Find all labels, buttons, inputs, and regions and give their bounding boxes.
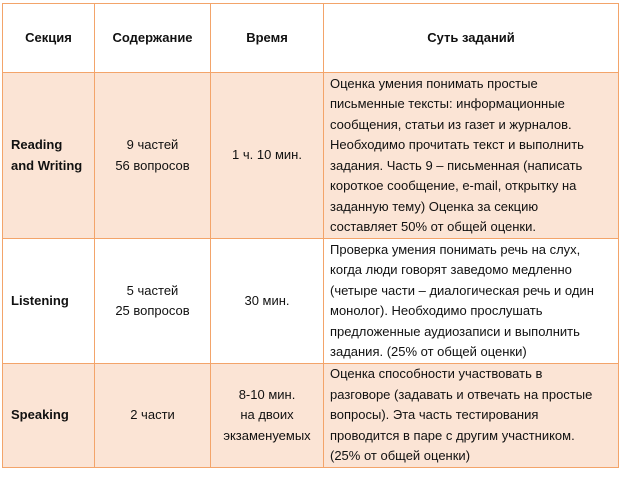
time-cell — [211, 364, 324, 468]
description-line: предложенные аудиозаписи и выполнить — [330, 323, 580, 339]
section-cell — [3, 239, 95, 364]
description-line: (четыре части – диалогическая речь и один — [330, 282, 594, 298]
section-line: Listening — [11, 292, 69, 308]
description-line: вопросы). Эта часть тестирования — [330, 407, 539, 422]
description-line: короткое сообщение, e-mail, открытку на — [330, 178, 577, 193]
content-line: 5 частей — [126, 282, 179, 298]
description-line: Необходимо прочитать текст и выполнить — [330, 137, 584, 152]
description-line: разговоре (задавать и отвечать на простые — [330, 386, 593, 402]
description-cell — [324, 364, 619, 468]
description-line: Оценка умения понимать простые — [330, 75, 538, 91]
description-line: задания. (25% от общей оценки) — [330, 344, 527, 359]
content-line: 56 вопросов — [115, 157, 190, 173]
table-row-reading-writing — [3, 73, 619, 239]
description-line: проводится в паре с другим участником. — [330, 427, 575, 443]
table-row-speaking — [3, 364, 619, 468]
time-line: 30 мин. — [244, 292, 290, 308]
description-line: монолог). Необходимо прослушать — [330, 303, 543, 318]
section-cell — [3, 364, 95, 468]
description-line: задания. Часть 9 – письменная (написать — [330, 157, 583, 173]
description-line: письменные тексты: информационные — [330, 96, 565, 111]
description-line: заданную тему) Оценка за секцию — [330, 198, 539, 214]
content-line: 9 частей — [126, 137, 179, 152]
content-line: 25 вопросов — [115, 303, 190, 318]
section-cell — [3, 73, 95, 239]
description-line: составляет 50% от общей оценки. — [330, 219, 536, 234]
description-line: Оценка способности участвовать в — [330, 366, 543, 381]
description-line: сообщения, статьи из газет и журналов. — [330, 116, 572, 132]
section-line: Speaking — [11, 407, 69, 422]
content-cell — [95, 73, 211, 239]
content-cell — [95, 364, 211, 468]
time-cell — [211, 73, 324, 239]
description-line: Проверка умения понимать речь на слух, — [330, 241, 581, 257]
section-line: and Writing — [11, 157, 83, 173]
header-row — [3, 4, 619, 73]
description-line: (25% от общей оценки) — [330, 448, 471, 463]
time-line: на двоих — [240, 407, 294, 422]
description-line: когда люди говорят заведомо медленно — [330, 262, 572, 277]
description-cell — [324, 73, 619, 239]
exam-structure-table — [2, 3, 619, 468]
header-time: Время — [211, 4, 324, 73]
content-line: 2 части — [130, 407, 175, 422]
content-cell — [95, 239, 211, 364]
header-section: Секция — [3, 4, 95, 73]
header-content: Содержание — [95, 4, 211, 73]
time-line: 1 ч. 10 мин. — [232, 147, 302, 163]
time-line: 8-10 мин. — [238, 386, 296, 402]
time-line: экзаменуемых — [223, 427, 311, 443]
description-cell — [324, 239, 619, 364]
table-row-listening — [3, 239, 619, 364]
header-description: Суть заданий — [324, 4, 619, 73]
time-cell — [211, 239, 324, 364]
section-line: Reading — [11, 137, 63, 152]
